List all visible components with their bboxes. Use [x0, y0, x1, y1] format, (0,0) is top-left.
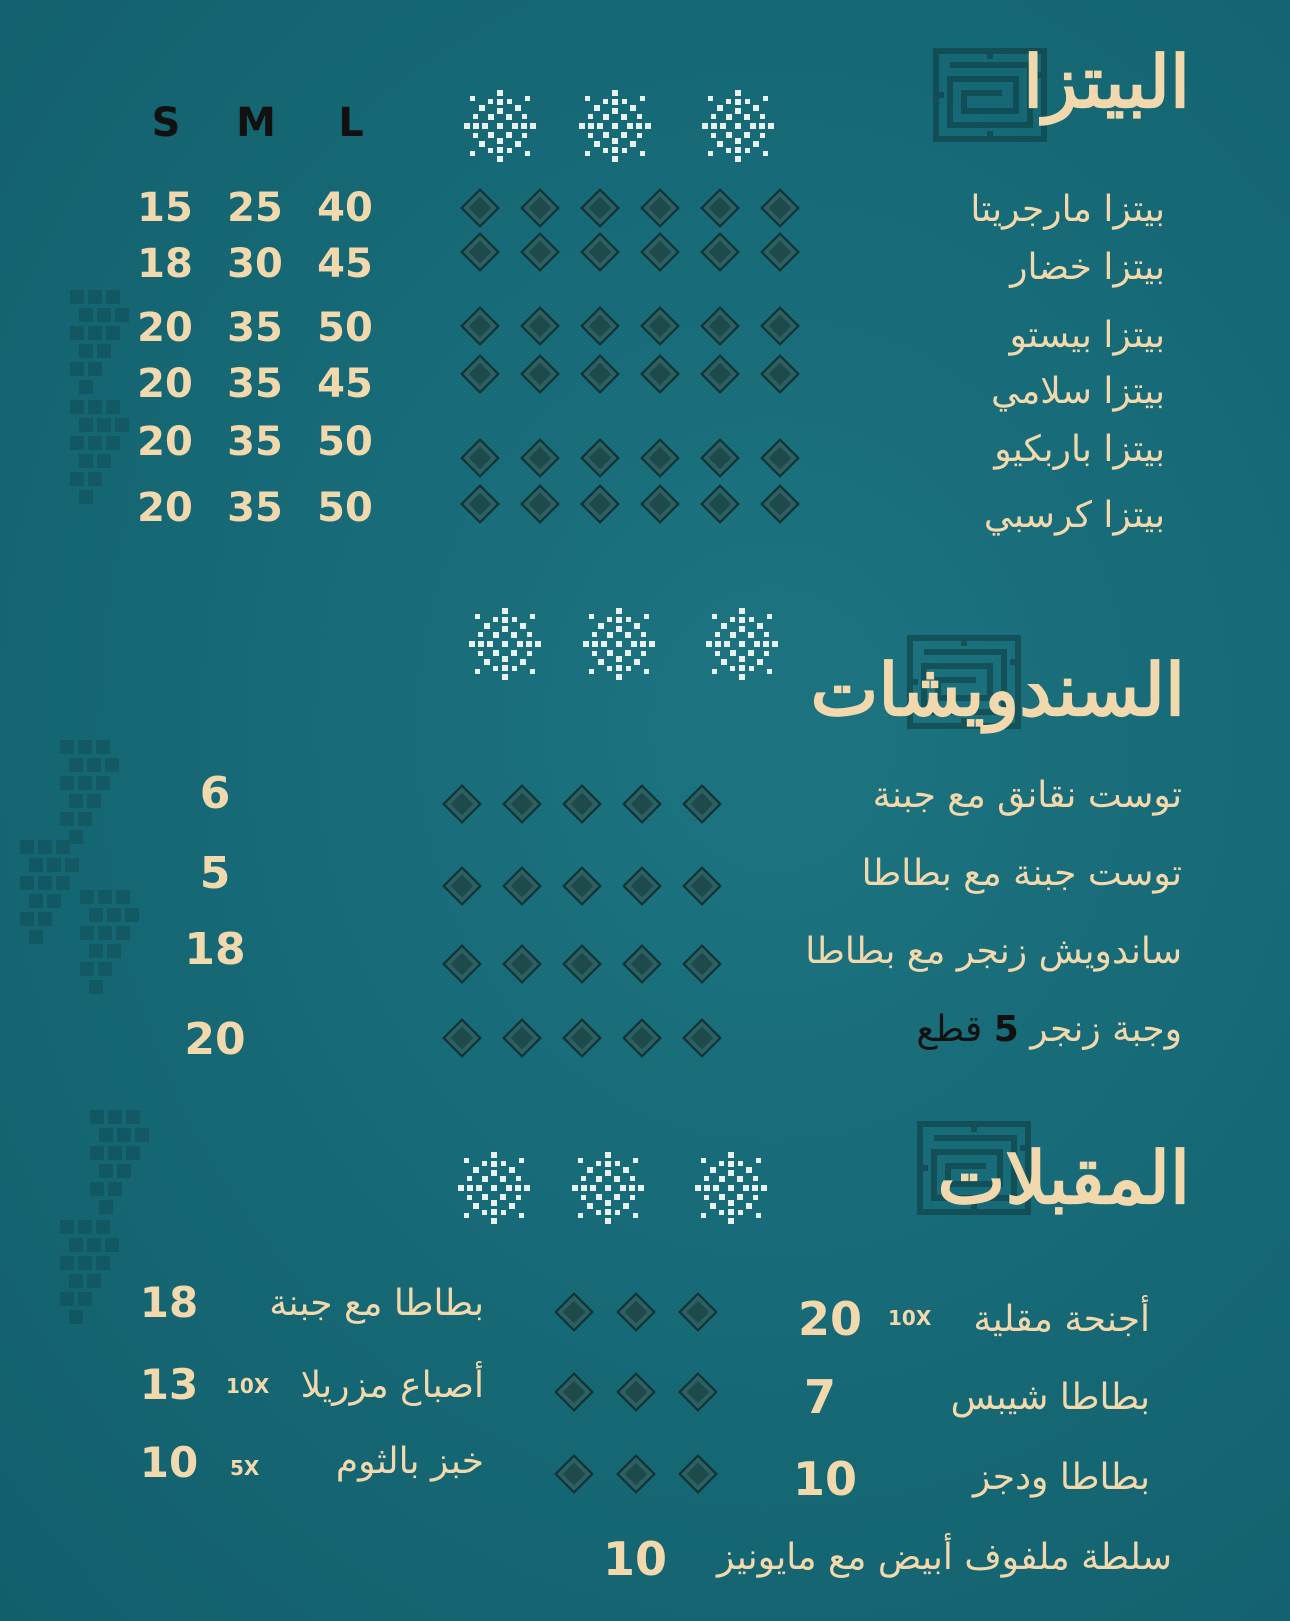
- tatreez-decoration-icon: [0, 740, 150, 1000]
- price-medium: 35: [227, 305, 283, 351]
- appetizer-item-name: سلطة ملفوف أبيض مع مايونيز: [716, 1537, 1172, 1578]
- diamond-leader: [466, 444, 806, 478]
- price-small: 20: [137, 419, 193, 465]
- appetizer-price: 13: [139, 1360, 199, 1409]
- price-medium: 35: [227, 419, 283, 465]
- sandwiches-section-title: السندويشات: [810, 647, 1185, 732]
- diamond-leader: [560, 1298, 730, 1332]
- sandwich-item-name: توست نقانق مع جبنة: [872, 775, 1182, 816]
- sandwich-item-count: 5: [993, 1009, 1019, 1050]
- price-medium: 35: [227, 485, 283, 531]
- price-small: 15: [137, 185, 193, 231]
- price-small: 20: [137, 485, 193, 531]
- pizza-section-title: البيتزا: [1023, 39, 1190, 124]
- appetizer-item-name: بطاطا مع جبنة: [269, 1283, 484, 1324]
- pizza-item-name: بيتزا باربكيو: [994, 429, 1165, 470]
- diamond-leader: [560, 1460, 730, 1494]
- appetizer-price: 10: [792, 1452, 857, 1506]
- appetizer-item-name: بطاطا شيبس: [950, 1377, 1150, 1418]
- appetizer-item-name: أجنحة مقلية: [973, 1299, 1150, 1340]
- snowflake-ornament-icon: [702, 604, 782, 684]
- sandwich-price: 20: [184, 1014, 246, 1065]
- appetizer-item-name: خبز بالثوم: [335, 1441, 484, 1482]
- diamond-leader: [466, 312, 806, 346]
- sandwich-price: 6: [199, 768, 231, 819]
- snowflake-ornament-icon: [579, 604, 659, 684]
- price-small: 18: [137, 241, 193, 287]
- appetizer-quantity-tag: 10X: [226, 1374, 270, 1398]
- appetizer-price: 18: [139, 1278, 199, 1327]
- snowflake-ornament-icon: [575, 86, 655, 166]
- pizza-item-name: بيتزا كرسبي: [983, 495, 1165, 536]
- diamond-leader: [466, 194, 806, 228]
- pizza-item-name: بيتزا سلامي: [991, 371, 1165, 412]
- appetizer-price: 20: [797, 1292, 862, 1346]
- appetizer-item-name: أصباع مزريلا: [300, 1365, 484, 1406]
- price-large: 45: [317, 241, 373, 287]
- snowflake-ornament-icon: [691, 1148, 771, 1228]
- snowflake-ornament-icon: [698, 86, 778, 166]
- size-label-large: L: [338, 100, 364, 146]
- snowflake-ornament-icon: [460, 86, 540, 166]
- price-large: 40: [317, 185, 373, 231]
- price-small: 20: [137, 361, 193, 407]
- snowflake-ornament-icon: [465, 604, 545, 684]
- snowflake-ornament-icon: [454, 1148, 534, 1228]
- price-large: 45: [317, 361, 373, 407]
- sandwich-item-name-part: قطع: [916, 1009, 983, 1050]
- diamond-leader: [466, 360, 806, 394]
- price-medium: 35: [227, 361, 283, 407]
- snowflake-motif-row: [454, 1148, 774, 1228]
- appetizer-quantity-tag: 5X: [230, 1456, 260, 1480]
- pizza-item-name: بيتزا خضار: [1010, 247, 1165, 288]
- price-medium: 30: [227, 241, 283, 287]
- sandwich-item-name: ساندويش زنجر مع بطاطا: [805, 931, 1182, 972]
- sandwich-price: 5: [199, 848, 231, 899]
- size-label-small: S: [151, 100, 181, 146]
- diamond-leader: [448, 950, 738, 984]
- sandwich-item-name: توست جبنة مع بطاطا: [861, 853, 1182, 894]
- pizza-item-name: بيتزا بيستو: [1009, 315, 1165, 356]
- sandwich-price: 18: [184, 924, 246, 975]
- appetizers-section-title: المقبلات: [937, 1135, 1190, 1220]
- price-small: 20: [137, 305, 193, 351]
- price-large: 50: [317, 485, 373, 531]
- appetizer-quantity-tag: 10X: [888, 1306, 932, 1330]
- snowflake-motif-row: [465, 604, 785, 684]
- diamond-leader: [448, 872, 738, 906]
- appetizer-price: 7: [803, 1370, 836, 1424]
- appetizer-item-name: بطاطا ودجز: [972, 1457, 1150, 1498]
- appetizer-price: 10: [139, 1438, 199, 1487]
- sandwich-item-name-part: وجبة زنجر: [1030, 1009, 1182, 1050]
- snowflake-ornament-icon: [568, 1148, 648, 1228]
- diamond-leader: [560, 1378, 730, 1412]
- price-large: 50: [317, 419, 373, 465]
- diamond-leader: [466, 238, 806, 272]
- appetizer-price: 10: [602, 1532, 667, 1586]
- diamond-leader: [448, 1024, 738, 1058]
- price-large: 50: [317, 305, 373, 351]
- diamond-leader: [466, 490, 806, 524]
- pizza-item-name: بيتزا مارجريتا: [970, 189, 1165, 230]
- snowflake-motif-row: [460, 86, 780, 166]
- size-label-medium: M: [236, 100, 276, 146]
- sandwich-item-name: [916, 1008, 1182, 1052]
- price-medium: 25: [227, 185, 283, 231]
- diamond-leader: [448, 790, 738, 824]
